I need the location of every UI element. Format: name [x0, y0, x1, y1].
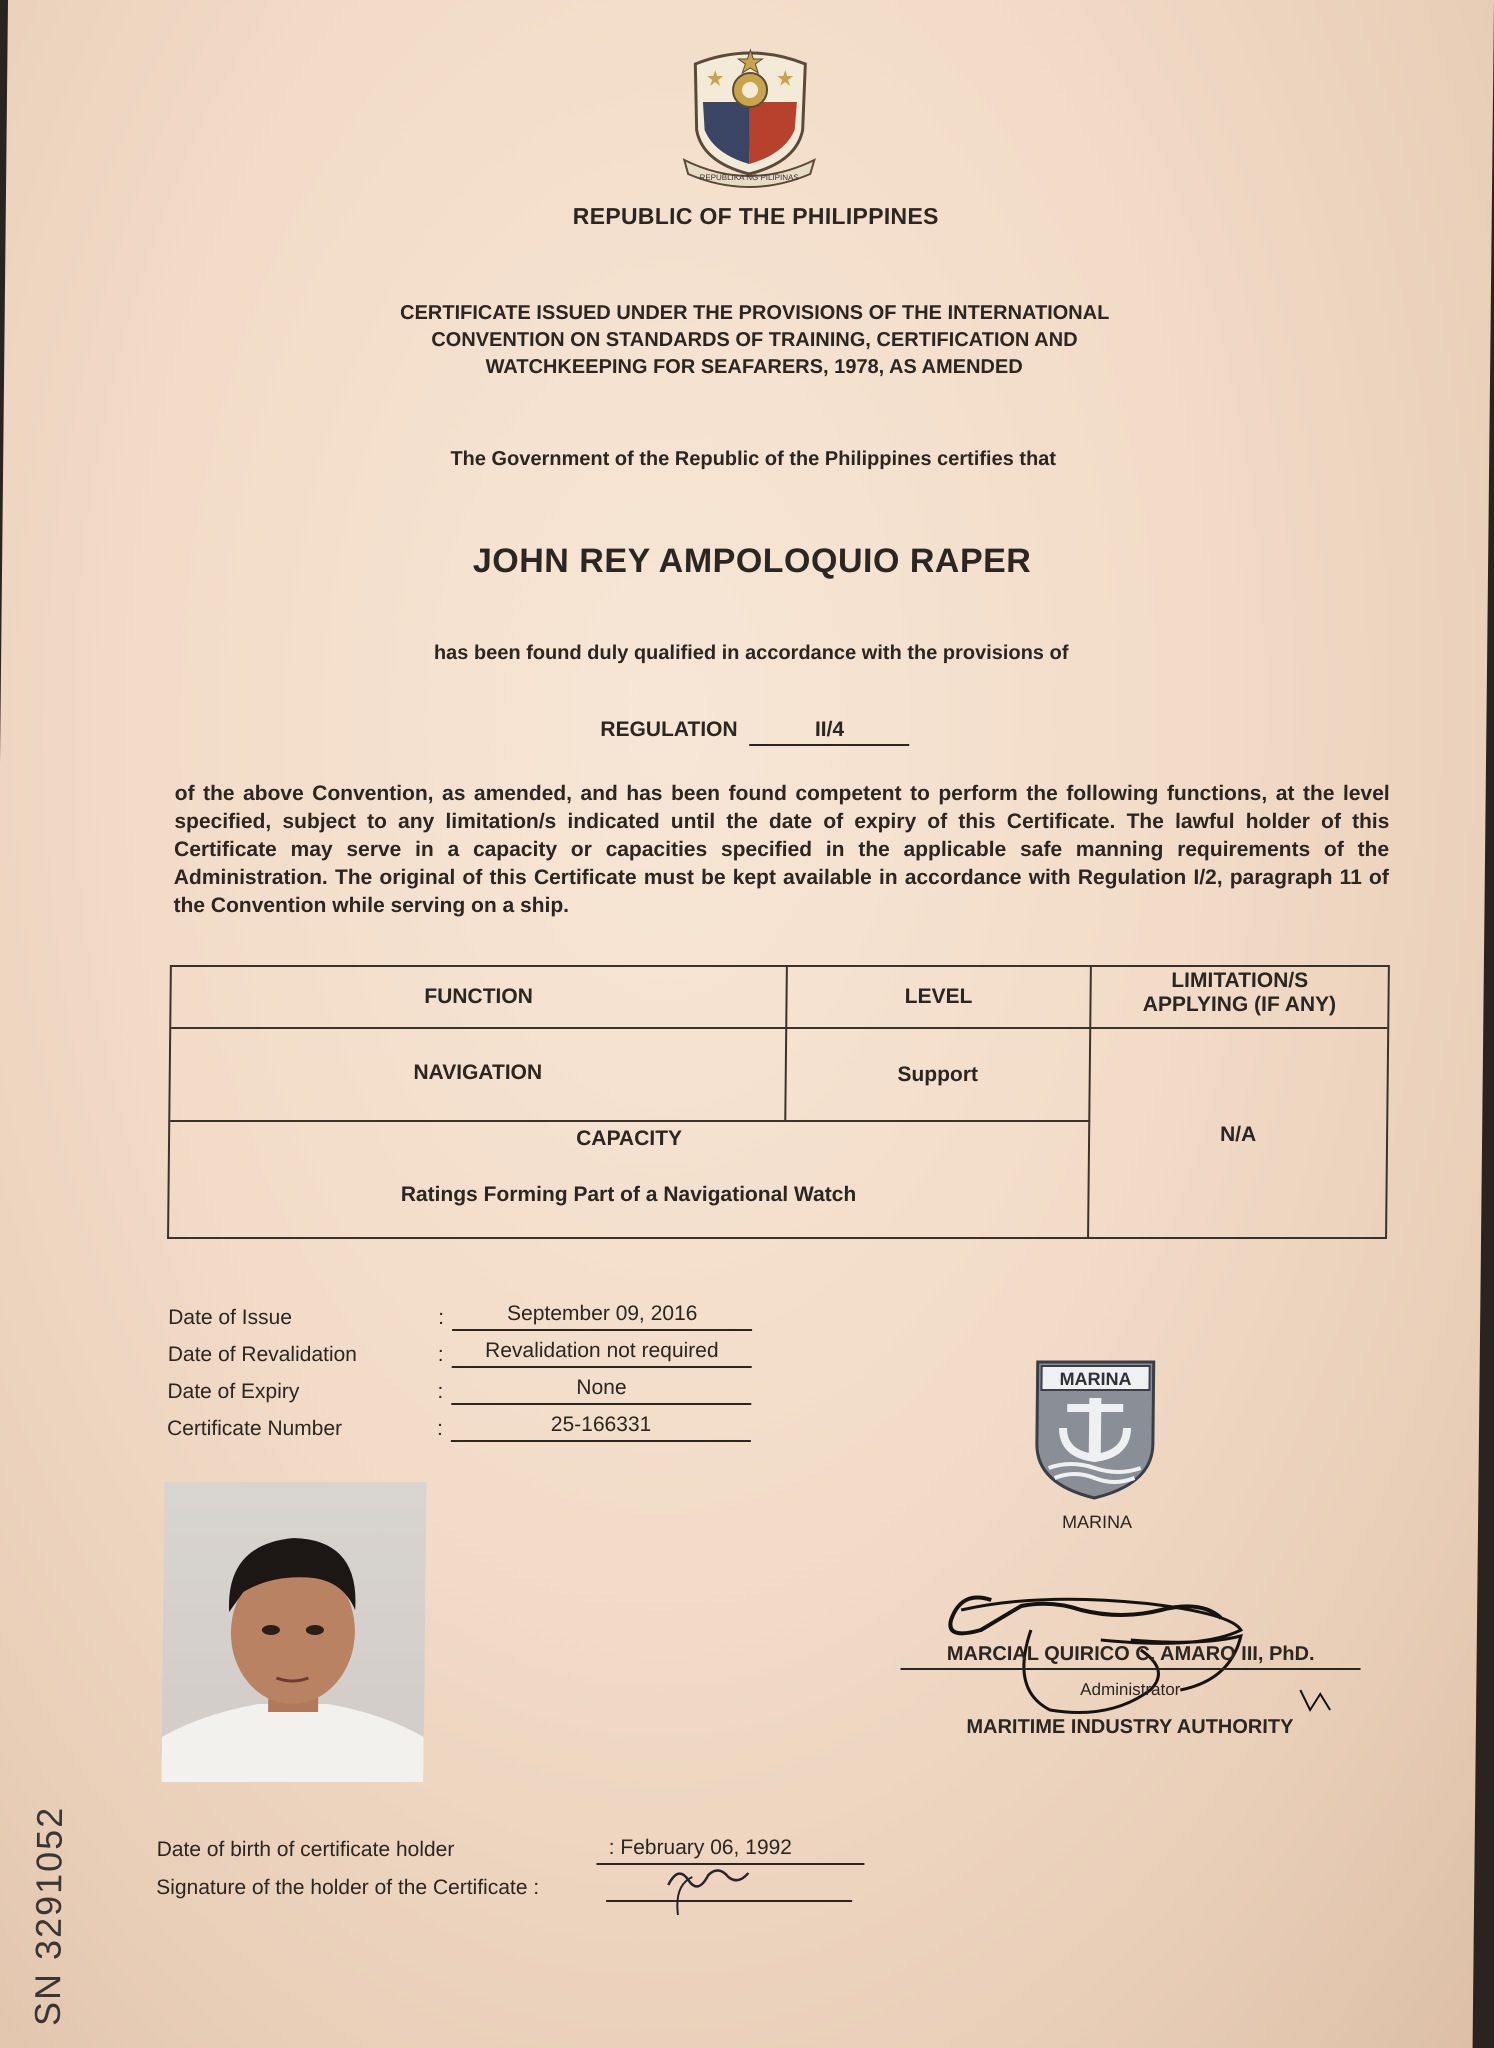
detail-row-expiry [165, 1376, 805, 1413]
detail-row-issue [166, 1302, 806, 1339]
detail-colon: : [437, 1380, 444, 1403]
detail-label: Date of Expiry [167, 1380, 300, 1403]
competence-paragraph: of the above Convention, as amended, and has been found competent to perform the following functions, at the level specified, subject to any limitation/s indicated until the date of expiry of this Certificate. The lawful holder of this Certificate may serve in a capacity or capacities specified in the applicable safe manning requirements of the Administration. The original of this Certificate must be kept available in accordance with Regulation I/2, paragraph 11 of the Convention while serving on a ship. [173, 782, 1390, 917]
detail-label: Certificate Number [166, 1417, 343, 1440]
regulation-value: II/4 [749, 718, 909, 746]
table-divider [171, 1027, 1387, 1029]
marina-logo-text: MARINA [1059, 1369, 1132, 1389]
serial-number [5, 1790, 98, 2030]
header-limitation-line: LIMITATION/S [1171, 969, 1309, 992]
detail-row-number [165, 1413, 805, 1450]
marina-caption: MARINA [1061, 1512, 1133, 1532]
header-level: LEVEL [904, 985, 973, 1008]
country-title: REPUBLIC OF THE PHILIPPINES [572, 203, 939, 229]
header-limitation [1091, 969, 1388, 1017]
philippine-seal-icon [674, 42, 826, 192]
function-table [167, 965, 1390, 1239]
limitation-value: N/A [1219, 1123, 1257, 1146]
regulation [600, 718, 909, 746]
administrator-name: MARCIAL QUIRICO C. AMARO III, PhD. [901, 1643, 1361, 1670]
certifies-line: The Government of the Republic of the Philippines certifies that [450, 448, 1057, 470]
holder-signature-icon [648, 1855, 769, 1925]
seal-lettering: REPUBLIKA NG PILIPINAS [699, 173, 799, 182]
detail-colon: : [437, 1343, 444, 1366]
detail-label: Date of Revalidation [167, 1343, 358, 1366]
birth-label: Date of birth of certificate holder [156, 1838, 455, 1861]
detail-colon: : [438, 1306, 445, 1329]
holder-signature-label: Signature of the holder of the Certificate : [156, 1876, 540, 1899]
convention-heading [334, 300, 1175, 381]
detail-row-revalidation [166, 1339, 806, 1376]
detail-colon: : [436, 1417, 444, 1440]
function-value: NAVIGATION [413, 1061, 543, 1084]
table-divider [170, 1120, 1090, 1122]
detail-label: Date of Issue [168, 1306, 293, 1329]
convention-line: WATCHKEEPING FOR SEAFARERS, 1978, AS AMENDED [485, 356, 1023, 378]
certificate-details [165, 1302, 807, 1450]
qualified-line: has been found duly qualified in accordance with the provisions of [433, 642, 1069, 664]
level-value: Support [897, 1063, 979, 1086]
administrator-title: Administrator [1080, 1680, 1181, 1699]
detail-value: 25-166331 [451, 1413, 751, 1442]
capacity-value: Ratings Forming Part of a Navigational Watch [400, 1183, 857, 1206]
header-limitation-line: APPLYING (IF ANY) [1142, 993, 1337, 1016]
holder-name: JOHN REY AMPOLOQUIO RAPER [472, 542, 1032, 580]
regulation-label: REGULATION [600, 718, 738, 741]
serial-text: SN 3291052 [26, 1805, 71, 2026]
marina-logo-icon [1032, 1358, 1158, 1502]
detail-value: None [451, 1376, 751, 1405]
issuing-authority: MARITIME INDUSTRY AUTHORITY [966, 1716, 1294, 1738]
birth-value: : February 06, 1992 [596, 1836, 864, 1865]
detail-value: September 09, 2016 [452, 1302, 752, 1331]
detail-value: Revalidation not required [452, 1339, 752, 1368]
holder-photo [161, 1482, 426, 1782]
convention-line: CERTIFICATE ISSUED UNDER THE PROVISIONS OF THE INTERNATIONAL [399, 302, 1110, 324]
convention-line: CONVENTION ON STANDARDS OF TRAINING, CERTIFICATION AND [431, 329, 1078, 351]
header-function: FUNCTION [424, 985, 533, 1008]
holder-portrait-icon [161, 1482, 426, 1782]
capacity-label: CAPACITY [576, 1127, 683, 1150]
